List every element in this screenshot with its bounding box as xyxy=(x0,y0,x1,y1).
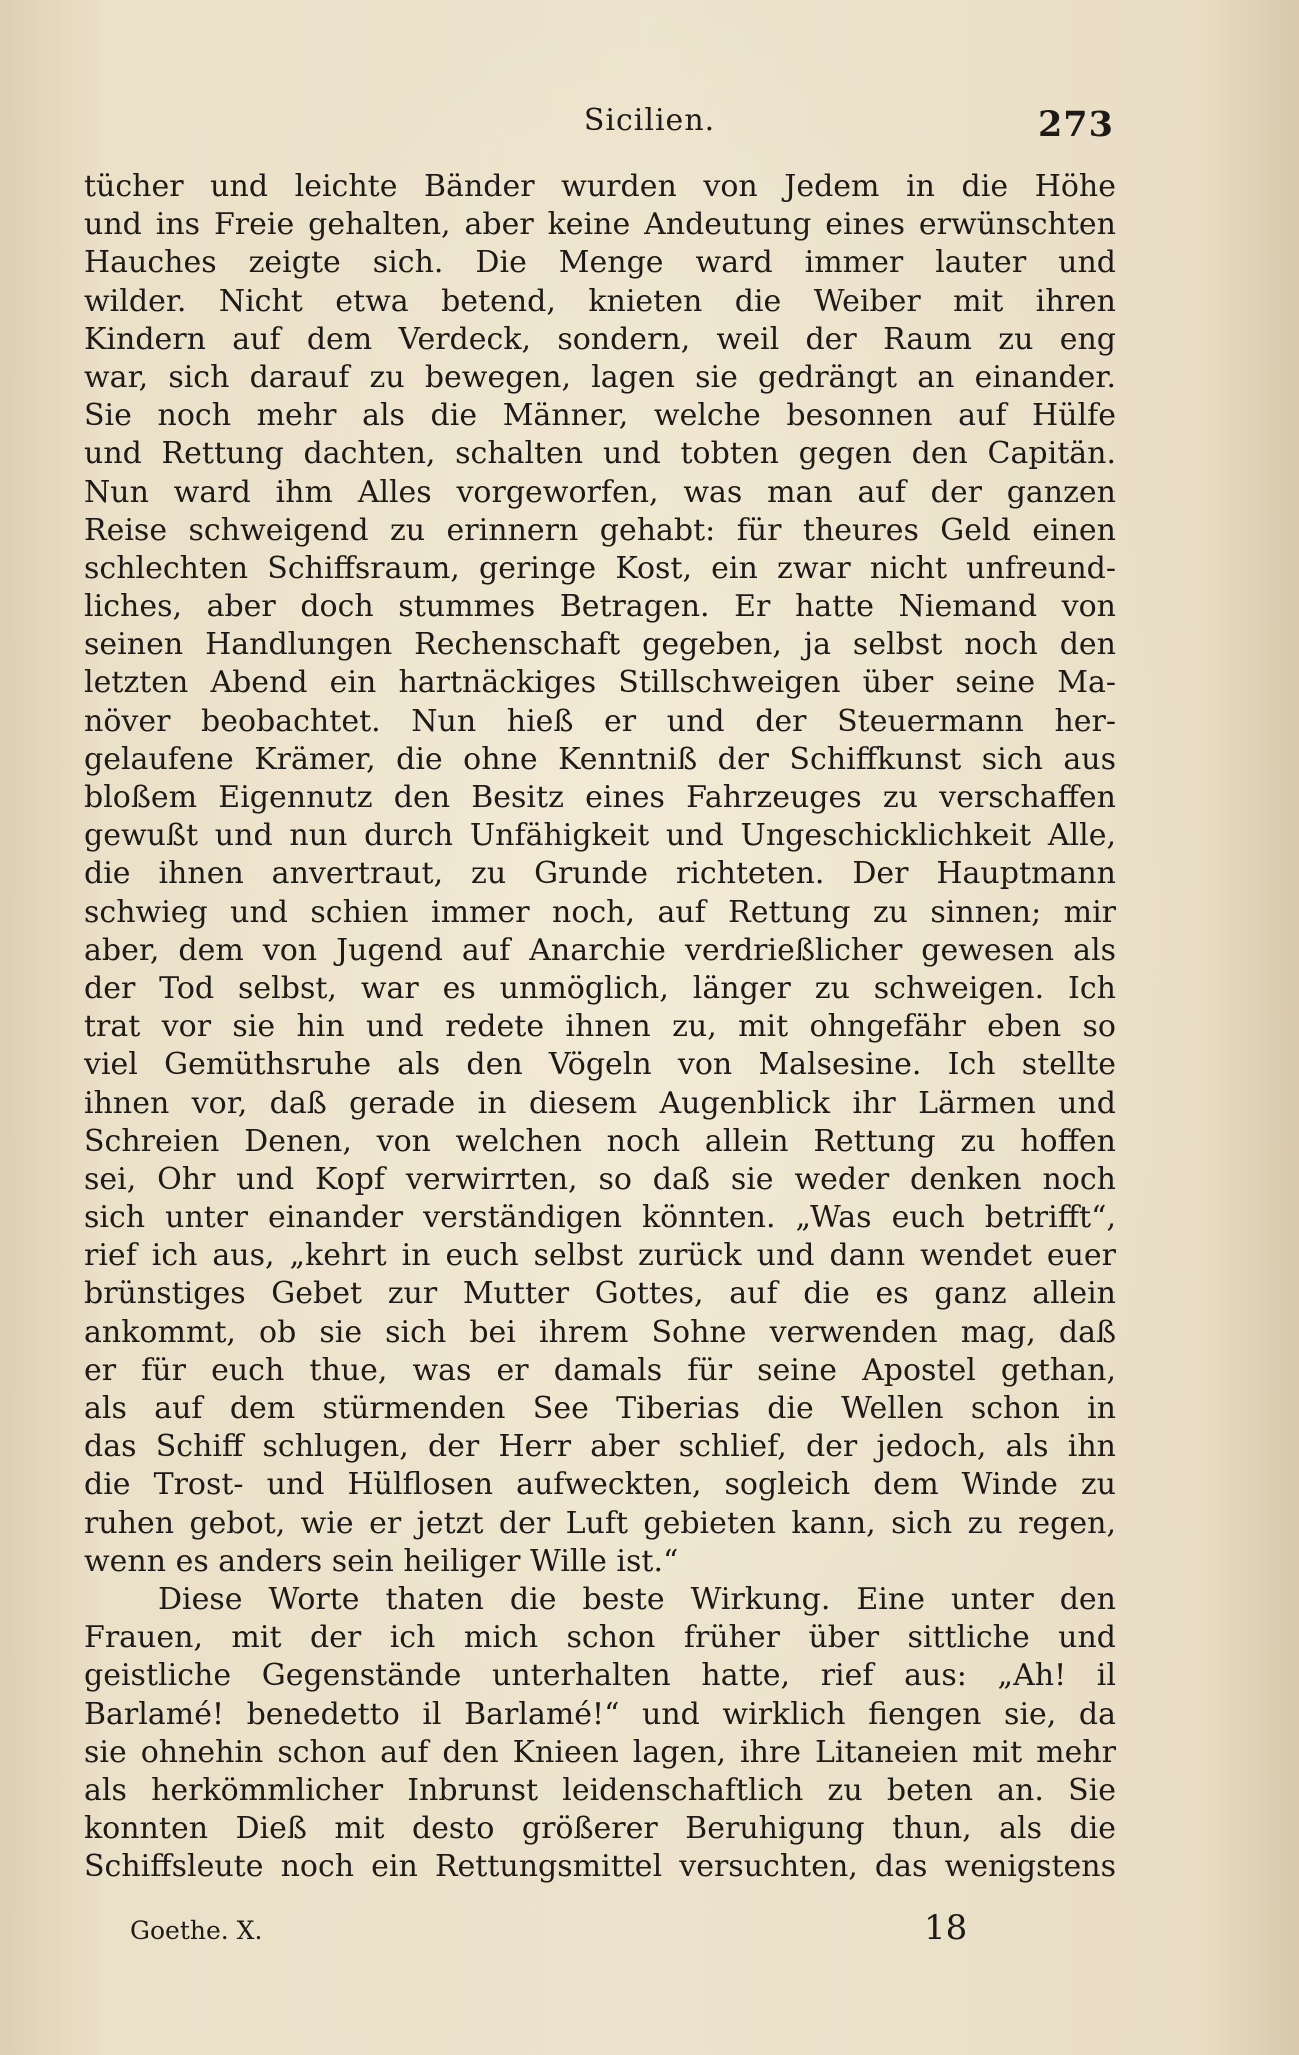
running-title: Sicilien. xyxy=(583,103,716,138)
text-line: das Schiff schlugen, der Herr aber schlief, der jedoch, als ihn xyxy=(84,1429,1116,1465)
text-line: sei, Ohr und Kopf verwirrten, so daß sie weder denken noch xyxy=(84,1161,1116,1197)
text-line: seinen Handlungen Rechenschaft gegeben, ja selbst noch den xyxy=(84,627,1116,663)
text-line: als herkömmlicher Inbrunst leidenschaftlich zu beten an. Sie xyxy=(84,1772,1116,1808)
text-line: ankommt, ob sie sich bei ihrem Sohne verwenden mag, daß xyxy=(84,1314,1116,1350)
text-line: Frauen, mit der ich mich schon früher über sittliche und xyxy=(84,1620,1116,1656)
text-line: als auf dem stürmenden See Tiberias die Wellen schon in xyxy=(84,1391,1116,1426)
text-line: sich unter einander verständigen könnten. „Was euch betrifft“, xyxy=(84,1200,1116,1236)
text-line: Nun ward ihm Alles vorgeworfen, was man auf der ganzen xyxy=(84,474,1116,510)
text-line: gelaufene Krämer, die ohne Kenntniß der Schiffkunst sich aus xyxy=(84,741,1116,777)
text-line: letzten Abend ein hartnäckiges Stillschweigen über seine Ma- xyxy=(84,665,1116,701)
text-line: aber, dem von Jugend auf Anarchie verdrießlicher gewesen als xyxy=(84,932,1116,968)
paragraph-end-line: wenn es anders sein heiliger Wille ist.“ xyxy=(84,1543,679,1579)
text-line: wilder. Nicht etwa betend, knieten die Weiber mit ihren xyxy=(84,283,1116,319)
text-line: geistliche Gegenstände unterhalten hatte, rief aus: „Ah! il xyxy=(84,1658,1116,1694)
text-line: Schiffsleute noch ein Rettungsmittel versuchten, das wenigstens xyxy=(84,1849,1116,1885)
text-line: und ins Freie gehalten, aber keine Andeutung eines erwünschten xyxy=(84,207,1116,243)
paragraph-start-line: Diese Worte thaten die beste Wirkung. Eine unter den xyxy=(158,1581,1116,1617)
text-line: und Rettung dachten, schalten und tobten gegen den Capitän. xyxy=(84,436,1116,472)
text-line: ihnen vor, daß gerade in diesem Augenblick ihr Lärmen und xyxy=(84,1085,1116,1121)
text-line: növer beobachtet. Nun hieß er und der Steuermann her- xyxy=(84,703,1116,739)
text-line: viel Gemüthsruhe als den Vögeln von Malsesine. Ich stellte xyxy=(84,1047,1116,1083)
text-line: Hauches zeigte sich. Die Menge ward immer lauter und xyxy=(84,245,1116,281)
text-line: liches, aber doch stummes Betragen. Er hatte Niemand von xyxy=(84,589,1116,625)
text-line: sie ohnehin schon auf den Knieen lagen, ihre Litaneien mit mehr xyxy=(84,1734,1116,1770)
text-line: die Trost- und Hülflosen aufweckten, sogleich dem Winde zu xyxy=(84,1467,1116,1503)
text-line: war, sich darauf zu bewegen, lagen sie gedrängt an einander. xyxy=(84,359,1116,395)
text-line: der Tod selbst, war es unmöglich, länger zu schweigen. Ich xyxy=(84,970,1116,1006)
body-text xyxy=(84,168,1116,1886)
text-line: Schreien Denen, von welchen noch allein Rettung zu hoffen xyxy=(84,1123,1116,1159)
text-line: brünstiges Gebet zur Mutter Gottes, auf die es ganz allein xyxy=(84,1276,1116,1312)
text-line: konnten Dieß mit desto größerer Beruhigung thun, als die xyxy=(84,1811,1116,1847)
text-line: schwieg und schien immer noch, auf Rettung zu sinnen; mir xyxy=(84,894,1116,930)
text-line: Reise schweigend zu erinnern gehabt: für theures Geld einen xyxy=(84,512,1116,548)
text-line: tücher und leichte Bänder wurden von Jedem in die Höhe xyxy=(84,169,1116,204)
text-line: Sie noch mehr als die Männer, welche besonnen auf Hülfe xyxy=(84,398,1116,434)
text-line: er für euch thue, was er damals für seine Apostel gethan, xyxy=(84,1352,1116,1388)
text-line: ruhen gebot, wie er jetzt der Luft gebieten kann, sich zu regen, xyxy=(84,1505,1116,1541)
text-line: gewußt und nun durch Unfähigkeit und Ungeschicklichkeit Alle, xyxy=(84,818,1116,854)
text-line: bloßem Eigennutz den Besitz eines Fahrzeuges zu verschaffen xyxy=(84,780,1116,815)
sheet-number: 18 xyxy=(924,1908,968,1948)
text-line: schlechten Schiffsraum, geringe Kost, ein zwar nicht unfreund- xyxy=(84,550,1116,586)
text-line: rief ich aus, „kehrt in euch selbst zurück und dann wendet euer xyxy=(84,1238,1116,1274)
text-line: trat vor sie hin und redete ihnen zu, mit ohngefähr eben so xyxy=(84,1009,1116,1045)
text-line: die ihnen anvertraut, zu Grunde richteten. Der Hauptmann xyxy=(84,856,1116,892)
text-line: Kindern auf dem Verdeck, sondern, weil der Raum zu eng xyxy=(84,321,1116,357)
printer-signature: Goethe. X. xyxy=(130,1916,263,1945)
page-number: 273 xyxy=(1037,104,1114,145)
text-line: Barlamé! benedetto il Barlamé!“ und wirklich fiengen sie, da xyxy=(84,1696,1116,1732)
